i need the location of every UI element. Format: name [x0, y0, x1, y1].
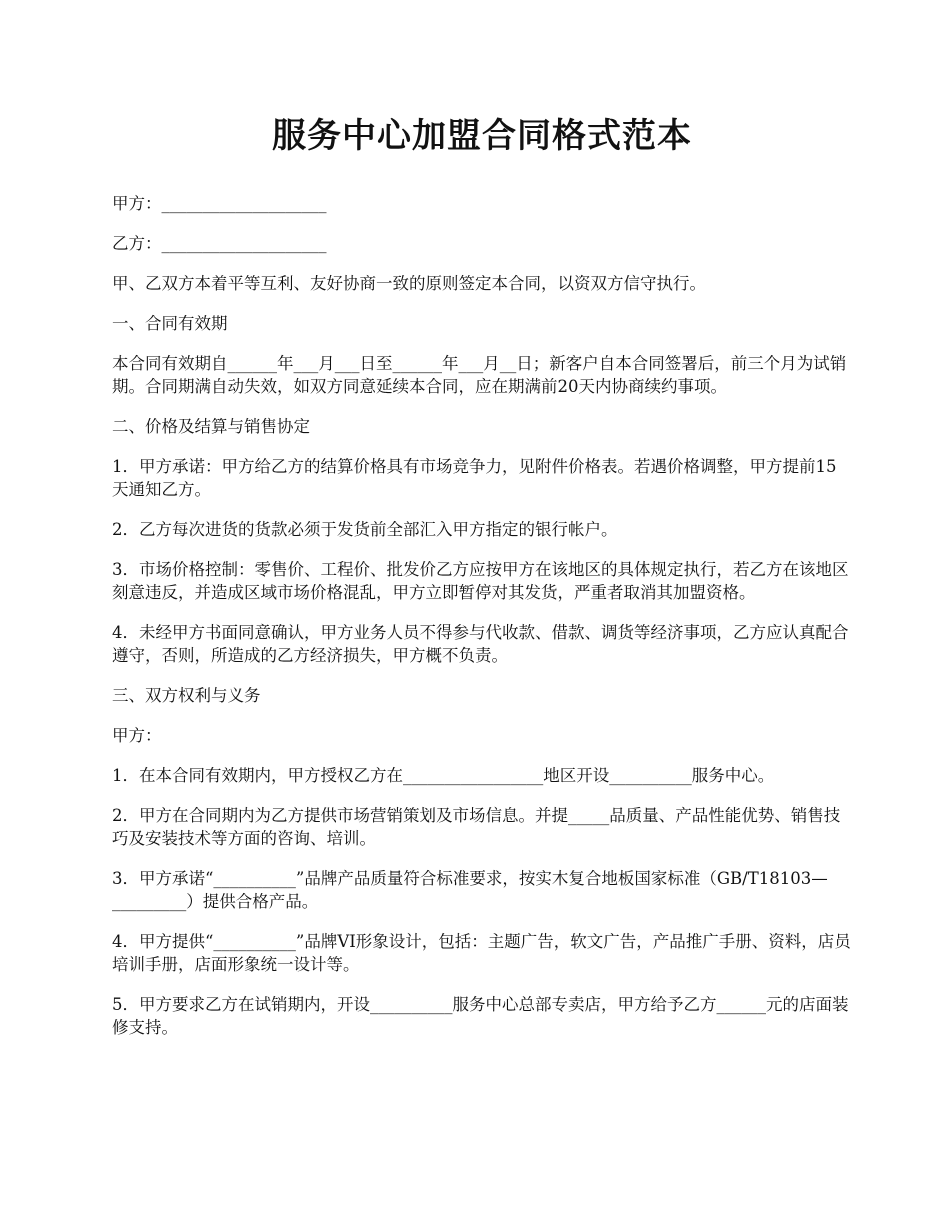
- validity-clause: 本合同有效期自______年___月___日至______年___月__日；新客户自本合同签署后，前三个月为试销期。合同期满自动失效，如双方同意延续本合同，应在期满前20天内协商续约事项。: [112, 354, 847, 396]
- rights-clause-4: 4．甲方提供“__________”品牌VI形象设计，包括：主题广告，软文广告，产品推广手册、资料，店员培训手册，店面形象统一设计等。: [112, 932, 851, 974]
- section-heading-rights: 三、双方权利与义务: [112, 686, 261, 705]
- rights-clause-1: 1．在本合同有效期内，甲方授权乙方在_________________地区开设__________服务中心。: [112, 766, 775, 785]
- document-title: 服务中心加盟合同格式范本: [272, 116, 692, 156]
- party-a-subheading: 甲方：: [112, 726, 162, 745]
- section-heading-pricing: 二、价格及结算与销售协定: [112, 417, 310, 436]
- pricing-clause-1: 1．甲方承诺：甲方给乙方的结算价格具有市场竞争力，见附件价格表。若遇价格调整，甲方提前15天通知乙方。: [112, 457, 837, 499]
- pricing-clause-3: 3．市场价格控制：零售价、工程价、批发价乙方应按甲方在该地区的具体规定执行，若乙方在该地区刻意违反，并造成区域市场价格混乱，甲方立即暂停对其发货，严重者取消其加盟资格。: [112, 560, 849, 602]
- section-heading-validity: 一、合同有效期: [112, 314, 228, 333]
- preamble: 甲、乙双方本着平等互利、友好协商一致的原则签定本合同，以资双方信守执行。: [112, 274, 706, 293]
- rights-clause-3: 3．甲方承诺“__________”品牌产品质量符合标准要求，按实木复合地板国家标准（GB/T18103—_________）提供合格产品。: [112, 869, 828, 911]
- party-b-line: 乙方：____________________: [112, 234, 327, 253]
- document-page: [112, 110, 852, 1056]
- pricing-clause-2: 2．乙方每次进货的货款必须于发货前全部汇入甲方指定的银行帐户。: [112, 520, 618, 539]
- party-a-line: 甲方：____________________: [112, 194, 327, 213]
- rights-clause-2: 2．甲方在合同期内为乙方提供市场营销策划及市场信息。并提_____品质量、产品性能优势、销售技巧及安装技术等方面的咨询、培训。: [112, 806, 841, 848]
- rights-clause-5: 5．甲方要求乙方在试销期内，开设__________服务中心总部专卖店，甲方给予乙方______元的店面装修支持。: [112, 995, 849, 1037]
- pricing-clause-4: 4．未经甲方书面同意确认，甲方业务人员不得参与代收款、借款、调货等经济事项，乙方应认真配合遵守，否则，所造成的乙方经济损失，甲方概不负责。: [112, 623, 849, 665]
